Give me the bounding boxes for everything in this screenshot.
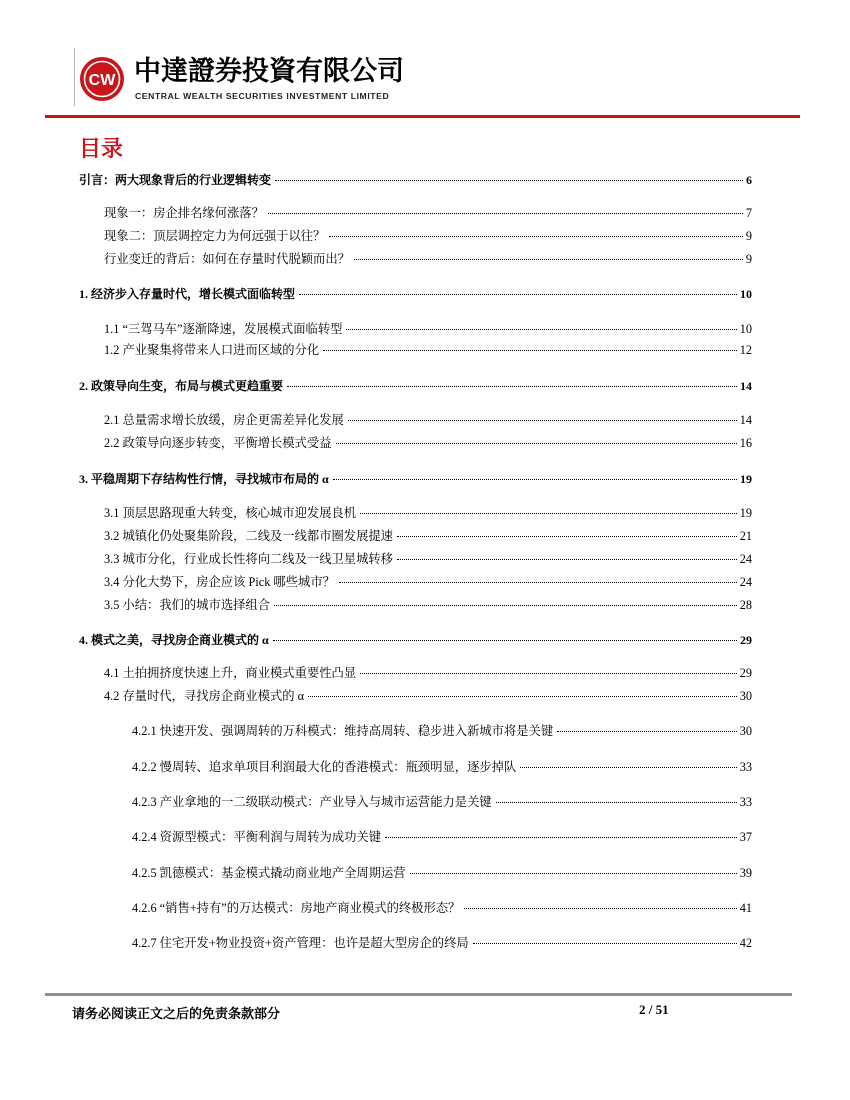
toc-leader-dots (473, 942, 737, 944)
toc-entry-title: 3.2 城镇化仍处聚集阶段，二线及一线都市圈发展提速 (104, 529, 393, 543)
toc-entry-page: 29 (740, 633, 752, 647)
toc-entry[interactable] (79, 172, 752, 188)
toc-entry[interactable] (104, 551, 752, 567)
toc-entry[interactable] (132, 794, 752, 810)
toc-entry-title: 1. 经济步入存量时代，增长模式面临转型 (79, 287, 296, 301)
toc-leader-dots (410, 872, 737, 874)
header-divider (74, 48, 75, 106)
toc-entry[interactable] (104, 597, 752, 613)
toc-entry-page: 10 (740, 287, 752, 301)
toc-leader-dots (274, 604, 737, 606)
company-name-en: CENTRAL WEALTH SECURITIES INVESTMENT LIMITED (135, 91, 390, 101)
toc-entry[interactable] (132, 723, 752, 739)
toc-leader-dots (329, 235, 742, 237)
toc-leader-dots (464, 907, 736, 909)
toc-entry[interactable] (104, 435, 752, 451)
toc-entry[interactable] (79, 632, 752, 648)
toc-leader-dots (360, 672, 737, 674)
toc-leader-dots (397, 535, 737, 537)
toc-entry-page: 29 (739, 666, 752, 680)
toc-entry-title: 4.2.1 快速开发、强调周转的万科模式：维持高周转、稳步进入新城市将是关键 (132, 724, 554, 738)
toc-entry-page: 37 (739, 830, 752, 844)
toc-entry[interactable] (79, 471, 752, 487)
toc-entry[interactable] (79, 378, 752, 394)
toc-entry-page: 33 (739, 760, 752, 774)
toc-entry[interactable] (104, 574, 752, 590)
toc-entry-page: 21 (739, 529, 752, 543)
toc-leader-dots (287, 385, 737, 387)
toc-leader-dots (557, 730, 737, 732)
toc-leader-dots (496, 801, 737, 803)
toc-leader-dots (299, 293, 737, 295)
company-logo (79, 56, 125, 102)
logo-text: CW (88, 72, 116, 89)
toc-entry-page: 19 (739, 506, 752, 520)
toc-entry[interactable] (104, 251, 752, 267)
toc-leader-dots (346, 328, 736, 330)
toc-entry[interactable] (104, 228, 752, 244)
toc-leader-dots (339, 581, 737, 583)
footer-rule (45, 993, 792, 996)
toc-entry-page: 6 (746, 173, 752, 187)
toc-entry-title: 3. 平稳周期下存结构性行情，寻找城市布局的 α (79, 472, 329, 486)
toc-entry[interactable] (79, 286, 752, 302)
toc-entry-page: 33 (739, 795, 752, 809)
toc-entry-title: 引言：两大现象背后的行业逻辑转变 (79, 173, 272, 187)
toc-entry-title: 4.2.4 资源型模式：平衡利润与周转为成功关键 (132, 830, 382, 844)
toc-entry-title: 3.5 小结：我们的城市选择组合 (104, 598, 271, 612)
toc-entry[interactable] (132, 829, 752, 845)
toc-leader-dots (273, 639, 737, 641)
toc-entry[interactable] (104, 342, 752, 358)
toc-entry-title: 2. 政策导向生变，布局与模式更趋重要 (79, 379, 284, 393)
page-header (0, 0, 850, 120)
toc-entry-page: 10 (739, 322, 752, 336)
toc-leader-dots (336, 442, 737, 444)
toc-entry[interactable] (104, 321, 752, 337)
toc-leader-dots (275, 179, 743, 181)
toc-entry-page: 30 (739, 689, 752, 703)
toc-leader-dots (385, 836, 737, 838)
header-rule (45, 115, 800, 118)
toc-entry-title: 4.2.7 住宅开发+物业投资+资产管理：也许是超大型房企的终局 (132, 936, 469, 950)
toc-entry[interactable] (104, 528, 752, 544)
toc-entry-title: 4.2.3 产业拿地的一二级联动模式：产业导入与城市运营能力是关键 (132, 795, 492, 809)
toc-leader-dots (354, 258, 743, 260)
toc-entry-title: 4.2.6 “销售+持有”的万达模式：房地产商业模式的终极形态？ (132, 901, 461, 915)
toc-entry-page: 9 (745, 252, 752, 266)
toc-entry-title: 现象二：顶层调控定力为何远强于以往？ (104, 229, 326, 243)
toc-entry-page: 7 (745, 206, 752, 220)
toc-entry[interactable] (132, 865, 752, 881)
toc-entry-title: 3.1 顶层思路现重大转变，核心城市迎发展良机 (104, 506, 357, 520)
toc-entry-page: 41 (739, 901, 752, 915)
toc-leader-dots (308, 695, 737, 697)
toc-entry-title: 4.1 土拍拥挤度快速上升，商业模式重要性凸显 (104, 666, 357, 680)
toc-entry-page: 24 (739, 575, 752, 589)
toc-entry-title: 4.2.5 凯德模式：基金模式撬动商业地产全周期运营 (132, 866, 406, 880)
toc-entry[interactable] (132, 900, 752, 916)
toc-entry[interactable] (104, 205, 752, 221)
toc-entry[interactable] (104, 665, 752, 681)
toc-entry-title: 2.2 政策导向逐步转变，平衡增长模式受益 (104, 436, 332, 450)
toc-leader-dots (520, 766, 736, 768)
toc-entry-page: 19 (740, 472, 752, 486)
toc-entry-page: 9 (745, 229, 752, 243)
toc-entry-page: 24 (739, 552, 752, 566)
toc-entry-title: 1.1 “三驾马车”逐渐降速，发展模式面临转型 (104, 322, 343, 336)
toc-leader-dots (268, 212, 743, 214)
toc-entry-title: 2.1 总量需求增长放缓，房企更需差异化发展 (104, 413, 344, 427)
toc-leader-dots (397, 558, 737, 560)
toc-entry-page: 12 (739, 343, 752, 357)
toc-entry-page: 30 (739, 724, 752, 738)
toc-leader-dots (323, 349, 737, 351)
toc-entry-title: 3.4 分化大势下，房企应该 Pick 哪些城市？ (104, 575, 335, 589)
toc-entry-title: 1.2 产业聚集将带来人口进而区域的分化 (104, 343, 320, 357)
toc-entry[interactable] (104, 505, 752, 521)
toc-leader-dots (360, 512, 737, 514)
toc-leader-dots (333, 478, 737, 480)
toc-entry-title: 4. 模式之美，寻找房企商业模式的 α (79, 633, 269, 647)
toc-entry-page: 42 (739, 936, 752, 950)
toc-entry-page: 16 (739, 436, 752, 450)
toc-entry-page: 39 (739, 866, 752, 880)
company-name-cn: 中達證券投資有限公司 (134, 56, 404, 87)
page-indicator: 2 / 51 (639, 1002, 669, 1017)
toc-title: 目录 (79, 137, 124, 162)
toc-entry-page: 28 (739, 598, 752, 612)
toc-entry-title: 3.3 城市分化，行业成长性将向二线及一线卫星城转移 (104, 552, 393, 566)
toc-entry[interactable] (104, 412, 752, 428)
toc-entry[interactable] (132, 935, 752, 951)
toc-entry-title: 4.2 存量时代，寻找房企商业模式的 α (104, 689, 305, 703)
footer-disclaimer: 请务必阅读正文之后的免责条款部分 (72, 1007, 281, 1022)
toc-entry-title: 4.2.2 慢周转、追求单项目利润最大化的香港模式：瓶颈明显，逐步掉队 (132, 760, 517, 774)
toc-leader-dots (348, 419, 737, 421)
toc-entry-page: 14 (739, 413, 752, 427)
toc-entry[interactable] (104, 688, 752, 704)
toc-entry-title: 现象一：房企排名缘何涨落？ (104, 206, 264, 220)
toc-entry[interactable] (132, 759, 752, 775)
toc-entry-page: 14 (740, 379, 752, 393)
toc-entry-title: 行业变迁的背后：如何在存量时代脱颖而出？ (104, 252, 350, 266)
